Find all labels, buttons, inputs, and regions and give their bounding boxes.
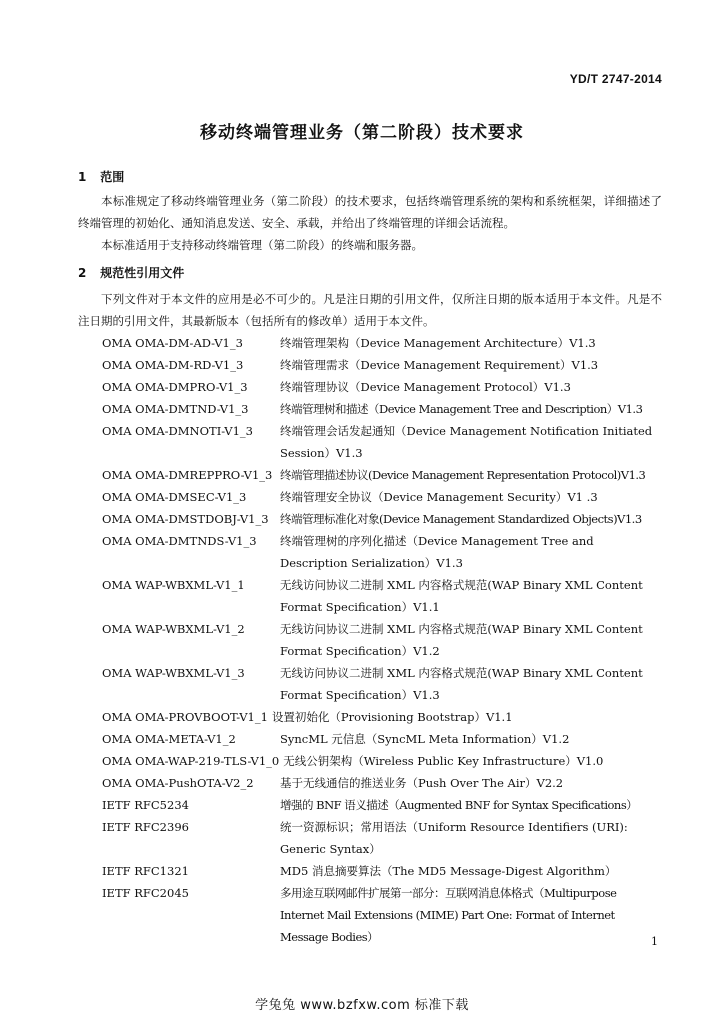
reference-code: OMA OMA-DM-AD-V1_3: [102, 336, 243, 350]
section-title: 范围: [100, 170, 125, 184]
reference-title: 无线公钥架构（Wireless Public Key Infrastructure）V1.0: [283, 754, 604, 768]
reference-title: 设置初始化（Provisioning Bootstrap）V1.1: [271, 710, 513, 724]
reference-title: 终端管理安全协议（Device Management Security）V1 .3: [280, 490, 598, 504]
reference-item: [102, 728, 662, 750]
reference-code: OMA OMA-DMREPPRO-V1_3: [102, 468, 273, 482]
section-number: 2: [78, 266, 87, 280]
reference-title: 终端管理树的序列化描述（Device Management Tree and Description Serialization）V1.3: [280, 534, 594, 570]
section-title: 规范性引用文件: [100, 266, 185, 280]
reference-item: [102, 662, 662, 706]
reference-code: IETF RFC2396: [102, 820, 189, 834]
reference-item: [102, 574, 662, 618]
reference-list: [102, 332, 662, 948]
reference-code: OMA OMA-PushOTA-V2_2: [102, 776, 254, 790]
scope-paragraph-1: 本标准规定了移动终端管理业务（第二阶段）的技术要求，包括终端管理系统的架构和系统框架，详细描述了终端管理的初始化、通知消息发送、安全、承载，并给出了终端管理的详细会话流程。: [78, 194, 662, 230]
reference-code: OMA OMA-DM-RD-V1_3: [102, 358, 244, 372]
section-heading-scope: [78, 168, 124, 185]
reference-code: OMA OMA-DMTND-V1_3: [102, 402, 249, 416]
reference-title: 终端管理会话发起通知（Device Management Notification Initiated Session）V1.3: [280, 424, 653, 460]
reference-item: [102, 530, 662, 574]
reference-code: IETF RFC2045: [102, 886, 189, 900]
reference-item: [102, 420, 662, 464]
reference-item: [102, 618, 662, 662]
reference-code: OMA WAP-WBXML-V1_1: [102, 578, 245, 592]
reference-code: OMA OMA-DMSTDOBJ-V1_3: [102, 512, 269, 526]
section-number: 1: [78, 170, 87, 184]
reference-title: 终端管理标准化对象(Device Management Standardized Objects)V1.3: [280, 512, 642, 526]
reference-item: [102, 354, 662, 376]
reference-title: 无线访问协议二进制 XML 内容格式规范(WAP Binary XML Content Format Specification）V1.2: [280, 622, 643, 658]
reference-code: IETF RFC5234: [102, 798, 189, 812]
reference-code: IETF RFC1321: [102, 864, 189, 878]
reference-item: [102, 860, 662, 882]
reference-code: OMA OMA-META-V1_2: [102, 732, 236, 746]
reference-title: 增强的 BNF 语义描述（Augmented BNF for Syntax Specifications）: [280, 798, 638, 812]
reference-item: [102, 398, 662, 420]
reference-title: 多用途互联网邮件扩展第一部分：互联网消息体格式（Multipurpose Internet Mail Extensions (MIME) Part One: Format of Internet Message Bodies）: [280, 886, 617, 944]
page-number: 1: [651, 935, 658, 948]
reference-title: MD5 消息摘要算法（The MD5 Message-Digest Algorithm）: [280, 864, 617, 878]
reference-title: 终端管理需求（Device Management Requirement）V1.3: [280, 358, 599, 372]
reference-item: [102, 750, 662, 772]
reference-item: [102, 508, 662, 530]
reference-item: [102, 882, 662, 948]
reference-code: OMA OMA-WAP-219-TLS-V1_0: [102, 754, 280, 768]
reference-item: [102, 816, 662, 860]
reference-title: 无线访问协议二进制 XML 内容格式规范(WAP Binary XML Content Format Specification）V1.1: [280, 578, 643, 614]
reference-item: [102, 464, 662, 486]
reference-item: [102, 486, 662, 508]
reference-code: OMA OMA-PROVBOOT-V1_1: [102, 710, 268, 724]
reference-title: 终端管理树和描述（Device Management Tree and Description）V1.3: [280, 402, 643, 416]
reference-item: [102, 706, 662, 728]
reference-title: 统一资源标识；常用语法（Uniform Resource Identifiers (URI): Generic Syntax）: [280, 820, 628, 856]
reference-code: OMA OMA-DMPRO-V1_3: [102, 380, 248, 394]
section-heading-normative-references: [78, 264, 184, 281]
reference-item: [102, 794, 662, 816]
footer-watermark: 学兔兔 www.bzfxw.com 标准下载: [255, 998, 469, 1013]
reference-title: 基于无线通信的推送业务（Push Over The Air）V2.2: [280, 776, 564, 790]
reference-item: [102, 772, 662, 794]
document-title: 移动终端管理业务（第二阶段）技术要求: [200, 123, 524, 143]
reference-code: OMA WAP-WBXML-V1_3: [102, 666, 245, 680]
reference-title: SyncML 元信息（SyncML Meta Information）V1.2: [280, 732, 570, 746]
reference-item: [102, 332, 662, 354]
reference-title: 终端管理描述协议(Device Management Representation Protocol)V1.3: [280, 468, 646, 482]
standard-code: YD/T 2747-2014: [569, 72, 662, 86]
reference-code: OMA OMA-DMTNDS-V1_3: [102, 534, 257, 548]
reference-item: [102, 376, 662, 398]
reference-code: OMA OMA-DMSEC-V1_3: [102, 490, 247, 504]
reference-title: 终端管理架构（Device Management Architecture）V1.3: [280, 336, 596, 350]
scope-paragraph-2: 本标准适用于支持移动终端管理（第二阶段）的终端和服务器。: [101, 238, 423, 252]
reference-code: OMA OMA-DMNOTI-V1_3: [102, 424, 253, 438]
references-intro-paragraph: 下列文件对于本文件的应用是必不可少的。凡是注日期的引用文件，仅所注日期的版本适用于本文件。凡是不注日期的引用文件，其最新版本（包括所有的修改单）适用于本文件。: [78, 292, 662, 328]
reference-title: 终端管理协议（Device Management Protocol）V1.3: [280, 380, 571, 394]
reference-code: OMA WAP-WBXML-V1_2: [102, 622, 245, 636]
reference-title: 无线访问协议二进制 XML 内容格式规范(WAP Binary XML Content Format Specification）V1.3: [280, 666, 643, 702]
